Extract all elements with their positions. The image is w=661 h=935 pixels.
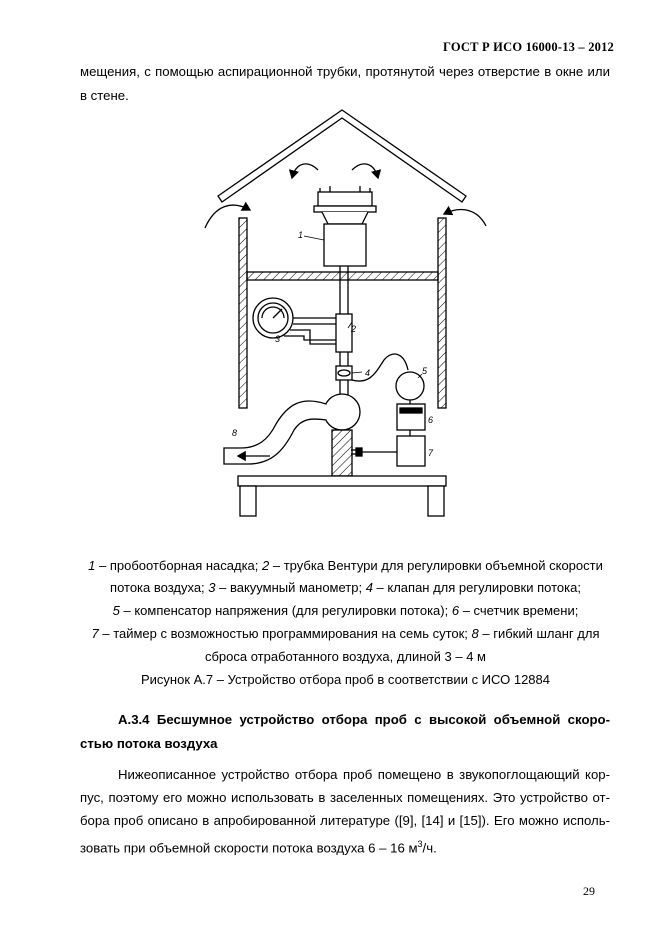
pump — [324, 394, 360, 430]
figure-label-2: 2 — [351, 324, 357, 334]
figure-title: Рисунок А.7 – Устройство отбора проб в соответствии с ИСО 12884 — [140, 672, 551, 687]
figure-label-1: 1 — [298, 230, 304, 240]
programmable-timer — [397, 436, 425, 466]
body-line-4: зовать при объемной скорости потока воздуха 6 – 16 $м^3/ч$. — [80, 839, 437, 856]
caption-line-5: сброса отработанного воздуха, длиной 3 – 4 м — [204, 649, 486, 664]
document-header: ГОСТ Р ИСО 16000-13 – 2012 — [443, 40, 614, 54]
left-wall — [239, 218, 247, 408]
body-line-3: бора проб описано в апробированной литературе ([9], [14] и [15]). Его можно исполь- — [80, 813, 610, 828]
figure-label-8: 8 — [232, 428, 238, 438]
figure-label-6: 6 — [428, 415, 434, 425]
figure-label-5: 5 — [422, 366, 428, 376]
caption-line-4: 7 – таймер с возможностью программирования на семь суток; 8 – гибкий шланг для — [91, 626, 600, 641]
intro-line-2: в стене. — [80, 88, 129, 103]
body-line-1: Нижеописанное устройство отбора проб помещено в звукопоглощающий кор- — [118, 767, 610, 782]
caption-line-1: 1 – пробоотборная насадка; 2 – трубка Вентури для регулировки объемной скорости — [88, 558, 603, 573]
table — [238, 476, 446, 516]
exhaust-hose — [224, 401, 326, 464]
airflow-arrow — [444, 210, 486, 226]
airflow-arrow — [292, 164, 318, 178]
shelf — [247, 272, 438, 280]
intro-line-1: мещения, с помощью аспирационной трубки, протянутой через отверстие в окне или — [80, 64, 610, 79]
figure-label-3: 3 — [275, 334, 281, 344]
figure-label-4: 4 — [365, 368, 371, 378]
caption-line-3: 5 – компенсатор напряжения (для регулировки потока); 6 – счетчик времени; — [112, 603, 579, 618]
vacuum-manometer — [253, 298, 336, 344]
venturi-tube — [336, 314, 352, 352]
section-heading-line-2: стью потока воздуха — [80, 736, 218, 751]
airflow-arrow — [352, 164, 378, 178]
pump-stand — [332, 430, 352, 476]
figure-label-7: 7 — [428, 448, 434, 458]
caption-line-2: потока воздуха; 3 – вакуумный манометр; 4 – клапан для регулировки потока; — [110, 580, 581, 595]
body-line-2: пус, поэтому его можно использовать в заселенных помещениях. Это устройство от- — [80, 790, 610, 805]
page-number: 29 — [583, 884, 595, 898]
section-heading-line-1: А.3.4 Бесшумное устройство отбора проб с высокой объемной скоро- — [118, 712, 610, 727]
sampling-head — [314, 186, 376, 266]
roof — [218, 110, 466, 202]
counter-display — [400, 408, 422, 413]
right-wall — [438, 218, 446, 408]
